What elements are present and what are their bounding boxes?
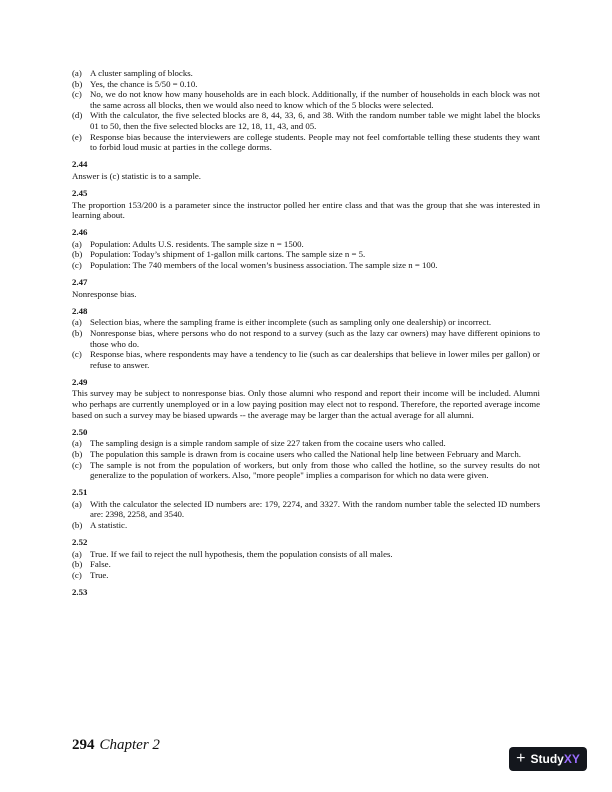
section-heading: 2.50 bbox=[72, 426, 88, 437]
section-heading: 2.51 bbox=[72, 487, 88, 498]
section-2-48 bbox=[72, 306, 540, 371]
section-2-47 bbox=[72, 277, 540, 299]
list-item: (a) The sampling design is a simple random sample of size 227 taken from the cocaine users who called. bbox=[72, 438, 446, 449]
list-item: (c) The sample is not from the population of workers, but only from those who called the hotline, so the survey results do not generalize to the population of workers. Also, "more people" implies a comparison for which no data were given. bbox=[72, 459, 540, 481]
chapter-label: Chapter 2 bbox=[99, 737, 160, 753]
list-item: (d) With the calculator, the five selected blocks are 8, 44, 33, 6, and 38. With the random number table we might label the blocks 01 to 50, then the five selected blocks are 12, 18, 11, 43, and 05. bbox=[72, 110, 540, 131]
document-body bbox=[72, 68, 540, 604]
page-footer bbox=[72, 737, 160, 754]
section-2-53 bbox=[72, 587, 540, 598]
section-text: The proportion 153/200 is a parameter since the instructor polled her entire class and that was the group that she was interested in learning about. bbox=[72, 199, 540, 221]
list-item: (a) With the calculator the selected ID numbers are: 179, 2274, and 3327. With the random number table the selected ID numbers are: 2398, 2258, and 3540. bbox=[72, 498, 540, 520]
section-heading: 2.53 bbox=[72, 586, 88, 597]
list-item: (c) Response bias, where respondents may have a tendency to lie (such as car dealerships that believe in lower miles per gallon) or refuse to answer. bbox=[72, 349, 540, 370]
list-item: (b) Population: Today’s shipment of 1-gallon milk cartons. The sample size n = 5. bbox=[72, 249, 366, 260]
section-2-49 bbox=[72, 377, 540, 420]
section-heading: 2.52 bbox=[72, 537, 88, 548]
section-heading: 2.48 bbox=[72, 305, 88, 316]
section-2-52 bbox=[72, 537, 540, 580]
page-number: 294 bbox=[72, 737, 95, 753]
section-2-50 bbox=[72, 427, 540, 481]
brand-name: StudyXY bbox=[530, 752, 580, 766]
list-item: (a) True. If we fail to reject the null hypothesis, them the population consists of all males. bbox=[72, 548, 393, 559]
list-item: (b) The population this sample is drawn from is cocaine users who called the National help line between February and March. bbox=[72, 448, 521, 459]
section-text: This survey may be subject to nonresponse bias. Only those alumni who respond and report their income will be included. Alumni who perhaps are currently unemployed or in a low paying position may elect not to respond. Therefore, the reported average income based on such a survey may be biased upwards -- the average may be larger than the actual average for all alumni. bbox=[72, 388, 540, 420]
studyxy-logo-badge[interactable] bbox=[509, 747, 587, 771]
list-item: (b) False. bbox=[72, 559, 111, 570]
section-2-44 bbox=[72, 159, 540, 181]
plus-icon: + bbox=[516, 750, 526, 767]
list-item: (b) Nonresponse bias, where persons who do not respond to a survey (such as the lazy car owners) may have different opinions to those who do. bbox=[72, 327, 540, 349]
list-item: (b) Yes, the chance is 5/50 = 0.10. bbox=[72, 78, 198, 89]
list-item: (c) True. bbox=[72, 569, 109, 580]
section-2-51 bbox=[72, 487, 540, 530]
list-item: (a) A cluster sampling of blocks. bbox=[72, 68, 193, 78]
section-heading: 2.47 bbox=[72, 277, 88, 288]
section-text: Answer is (c) statistic is to a sample. bbox=[72, 170, 201, 181]
list-item: (e) Response bias because the interviewers are college students. People may not feel comfortable telling these students they want to forbid loud music at parties in the college dorms. bbox=[72, 131, 540, 153]
list-item: (a) Population: Adults U.S. residents. The sample size n = 1500. bbox=[72, 238, 304, 249]
list-item: (a) Selection bias, where the sampling frame is either incomplete (such as sampling only one dealership) or incorrect. bbox=[72, 317, 492, 328]
list-item: (c) Population: The 740 members of the local women’s business association. The sample size n = 100. bbox=[72, 260, 438, 270]
list-item: (b) A statistic. bbox=[72, 519, 128, 530]
section-2-45 bbox=[72, 188, 540, 221]
intro-answers bbox=[72, 68, 540, 153]
section-heading: 2.44 bbox=[72, 159, 88, 170]
section-heading: 2.46 bbox=[72, 227, 88, 238]
section-heading: 2.45 bbox=[72, 187, 88, 198]
section-text: Nonresponse bias. bbox=[72, 288, 137, 299]
section-2-46 bbox=[72, 227, 540, 270]
list-item: (c) No, we do not know how many households are in each block. Additionally, if the number of households in each block was not the same across all blocks, then we would also need to know which of the 5 blocks were selected. bbox=[72, 89, 540, 110]
section-heading: 2.49 bbox=[72, 376, 88, 387]
